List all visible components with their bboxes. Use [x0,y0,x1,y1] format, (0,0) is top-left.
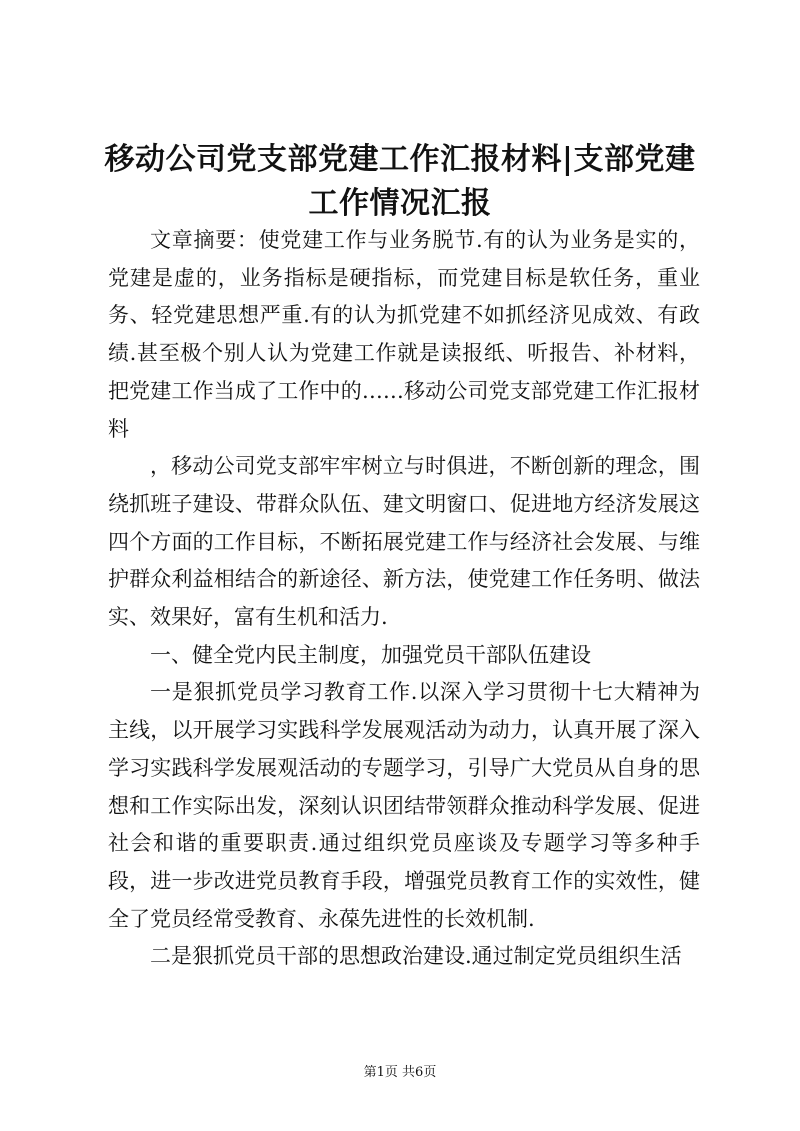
document-title: 移动公司党支部党建工作汇报材料|支部党建工作情况汇报 [104,142,696,221]
section-heading: 一、健全党内民主制度，加强党员干部队伍建设 [150,642,591,667]
paragraph-intro: ，移动公司党支部牢牢树立与时俱进，不断创新的理念，围绕抓班子建设、带群众队伍、建文明窗口、促进地方经济发展这四个方面的工作目标，不断拓展党建工作与经济社会发展、与维护群众利益相结合的新途径、新方法，使党建工作任务明、做法实、效果好，富有生机和活力. [108,454,700,630]
page-number-footer: 第1页 共6页 [363,1065,437,1080]
paragraph-point-one: 一是狠抓党员学习教育工作.以深入学习贯彻十七大精神为主线，以开展学习实践科学发展观活动为动力，认真开展了深入学习实践科学发展观活动的专题学习，引导广大党员从自身的思想和工作实际出发，深刻认识团结带领群众推动科学发展、促进社会和谐的重要职责.通过组织党员座谈及专题学习等多种手段，进一步改进党员教育手段，增强党员教育工作的实效性，健全了党员经常受教育、永葆先进性的长效机制. [108,680,700,931]
paragraph-abstract: 文章摘要：使党建工作与业务脱节.有的认为业务是实的，党建是虚的，业务指标是硬指标，而党建目标是软任务，重业务、轻党建思想严重.有的认为抓党建不如抓经济见成效、有政绩.甚至极个别人认为党建工作就是读报纸、听报告、补材料，把党建工作当成了工作中的……移动公司党支部党建工作汇报材料 [108,228,700,441]
document-body [108,222,700,976]
paragraph-point-two: 二是狠抓党员干部的思想政治建设.通过制定党员组织生活 [150,944,682,969]
